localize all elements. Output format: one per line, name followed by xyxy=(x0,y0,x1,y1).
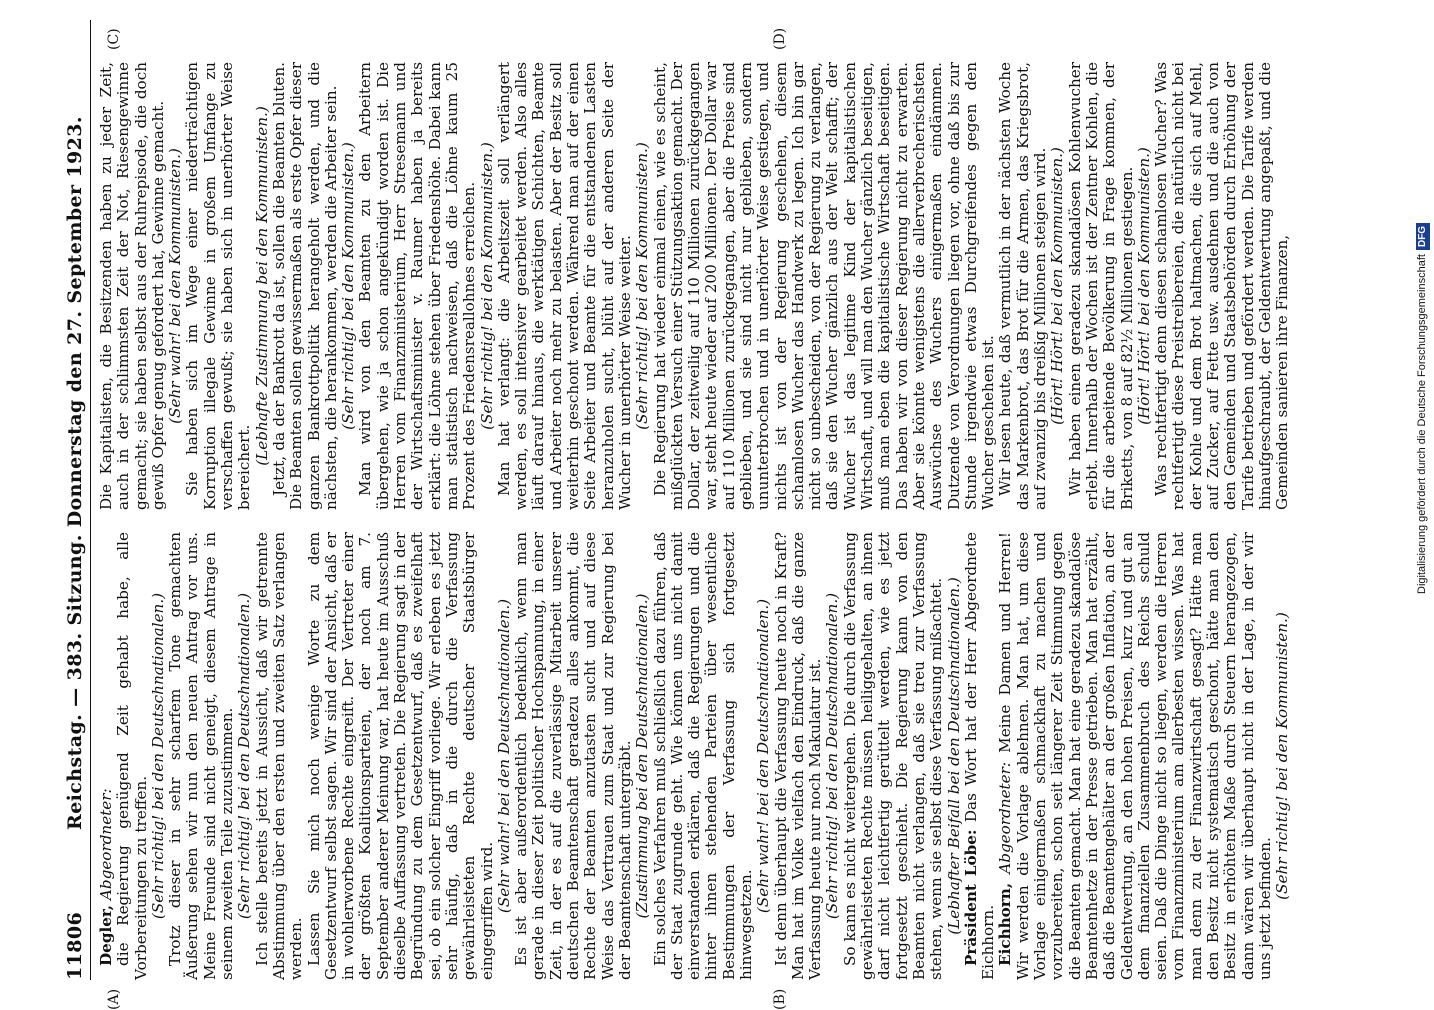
interjection: (Sehr richtig! bei den Kommunisten.) xyxy=(477,142,496,430)
header-rule xyxy=(90,20,91,980)
paragraph: Man hat verlangt: die Arbeitszeit soll verlängert werden, es soll intensiver gearbeitet werden. Also alles läuft darauf hinaus, die werktätigen Schichten, Beamte und Arbeiter noch mehr zu belasten. Aber der Besitz soll weiterhin geschont werden. Während man auf der einen Seite Arbeiter und Beamte für die entstandenen Lasten heranzuholen sucht, blüht auf der anderen Seite der Wucher in unerhörter Weise weiter. xyxy=(494,62,634,510)
paragraph: Man wird von den Beamten zu den Arbeitern übergehen, wie ja schon angekündigt worden ist. Die Herren vom Finanzministerium, Herr Stresemann und der Wirtschaftsminister v. Raumer haben ja bereits erklärt: die Löhne stehen über Friedenshöhe. Dabei kann man statistisch nachweisen, daß die Löhne kaum 25 Prozent des Friedensreallohnes erreichen. xyxy=(356,62,479,510)
paragraph: Ein solches Verfahren muß schließlich dazu führen, daß der Staat zugrunde geht. Wie können uns nicht damit einverstanden erklären, daß die Regierungen und die hinter ihnen stehenden Parteien über wesentliche Bestimmungen der Verfassung sich fortgesetzt hinwegsetzen. xyxy=(650,532,755,980)
interjection: (Sehr richtig! bei den Kommunisten.) xyxy=(633,142,652,430)
interjection: (Sehr wahr! bei den Deutschnationalen.) xyxy=(754,598,773,914)
paragraph: Trotz dieser in sehr scharfem Tone gemachten Äußerung sehen wir nun den neuen Antrag vor uns. Meine Freunde sind nicht geneigt, diesem Antrage in seinem zweiten Teile zuzustimmen. xyxy=(166,532,237,980)
paragraph: Es ist aber außerordentlich bedenklich, wenn man gerade in dieser Zeit politischer Hochspannung, in einer Zeit, in der es auf die zuverlässige Mitarbeit unserer deutschen Beamtenschaft geradezu alles ankommt, die Rechte der Beamten anzutasten sucht und auf diese Weise das Vertrauen zum Staat und zur Regierung bei der Beamtenschaft untergräbt. xyxy=(512,532,634,980)
interjection: (Lebhafter Beifall bei den Deutschnationalen.) xyxy=(944,577,963,935)
interjection: (Hört! Hört! bei den Kommunisten.) xyxy=(1134,147,1153,425)
paragraph: Jetzt, da der Bankrott da ist, sollen die Beamten bluten. Die Beamten sollen gewissermaßen als erste Opfer dieser ganzen Bankrottpolitik herangeholt werden, und die nächsten, die herankommen, werden die Arbeiter sein. xyxy=(269,62,340,510)
interjection: (Sehr richtig! bei den Deutschnationalen.) xyxy=(148,592,167,920)
interjection: (Zustimmung bei den Deutschnationalen.) xyxy=(633,593,652,919)
margin-mark-b: (B) xyxy=(772,988,788,1010)
digitization-text: Digitalisierung gefördert durch die Deutsche Forschungsgemeinschaft xyxy=(1416,254,1428,594)
rotated-page xyxy=(62,20,1422,1010)
speaker-name: Präsident Löbe: xyxy=(961,829,980,966)
paragraph: Ist denn überhaupt die Verfassung heute noch in Kraft? Man hat im Volke vielfach den Eindruck, daß die ganze Verfassung heute nur noch Makulatur ist. xyxy=(771,532,825,980)
paragraph: Lassen Sie mich noch wenige Worte zu dem Gesetzentwurf selbst sagen. Wir sind der Ansicht, daß er in wohlerworbene Rechte eingreift. Der Vertreter einer der größten Koalitionsparteien, der noch am 7. September anderer Meinung war, hat heute im Ausschuß dieselbe Auffassung vertreten. Die Regierung sagt in der Begründung zu dem Gesetzentwurf, daß es zweifelhaft sei, ob ein solcher Eingriff vorliege. Wir erleben es jetzt sehr häufig, daß in die durch die Verfassung gewährleisteten Rechte deutscher Staatsbürger eingegriffen wird. xyxy=(304,532,496,980)
interjection: (Sehr wahr! bei den Deutschnationalen.) xyxy=(494,598,513,914)
margin-mark-c: (C) xyxy=(106,28,122,50)
speaker-role: Abgeordneter: xyxy=(97,788,115,901)
paragraph: Die Regierung hat wieder einmal einen, wie es scheint, mißglückten Versuch einer Stützungsaktion gemacht. Der Dollar, der zeitweilig auf 110 Millionen zurückgegangen war, steht heute wieder auf 200 Millionen. Der Dollar war auf 110 Millionen zurückgegangen, aber die Preise sind geblieben, und sie sind nicht nur geblieben, sondern ununterbrochen und in unerhörter Weise gestiegen, und nichts ist von der Regierung geschehen, diesem schamlosen Wucher das Handwerk zu legen. Ich bin gar nicht so unbescheiden, von der Regierung zu verlangen, daß sie den Wucher gänzlich aus der Welt schafft; der Wucher ist das legitime Kind der kapitalistischen Wirtschaft, und will man den Wucher gänzlich beseitigen, muß man eben die kapitalistische Wirtschaft beseitigen. Das haben wir von dieser Regierung nicht zu erwarten. Aber sie könnte wenigstens die allerverbrecherischsten Auswüchse des Wuchers einigermaßen eindämmen. Dutzende von Verordnungen liegen vor, ohne daß bis zur Stunde irgendwie etwas Durchgreifendes gegen den Wucher geschehen ist. xyxy=(650,62,998,510)
paragraph: die Regierung genügend Zeit gehabt habe, alle Vorbereitungen zu treffen. xyxy=(114,532,150,980)
digitization-note xyxy=(1412,6,1432,594)
interjection: (Sehr richtig! bei den Deutschnationalen.) xyxy=(823,592,842,920)
paragraph: Sie haben sich im Wege einer niederträchtigen Korruption illegale Gewinne in großem Umfange zu verschaffen gewußt; sie haben sich in unerhörter Weise bereichert. xyxy=(183,62,254,510)
speaker-paragraph xyxy=(997,532,1274,980)
speaker-name: Degler, xyxy=(97,904,115,966)
interjection: (Lebhafte Zustimmung bei den Kommunisten.) xyxy=(252,106,271,466)
paragraph: So kann es nicht weitergehen. Die durch die Verfassung gewährleisteten Rechte müssen heiliggehalten, an ihnen darf nicht leichtfertig gerüttelt werden, wie es jetzt fortgesetzt geschieht. Die Regierung kann von den Beamten nicht verlangen, daß sie treu zur Verfassung stehen, wenn sie selbst diese Verfassung mißachtet. xyxy=(840,532,946,980)
margin-mark-d: (D) xyxy=(772,27,788,50)
interjection: (Hört! Hört! bei den Kommunisten.) xyxy=(1048,147,1067,425)
left-column xyxy=(98,532,1291,980)
speaker-paragraph xyxy=(98,532,115,980)
dfg-logo: DFG xyxy=(1416,223,1430,250)
margin-mark-a: (A) xyxy=(106,988,122,1010)
right-column xyxy=(98,62,1291,510)
speaker-role: Abgeordneter: xyxy=(996,761,1015,874)
speech-text: Meine Damen und Herren! Wir werden die Vorlage ablehnen. Man hat, um diese Vorlage einigermaßen schmackhaft zu machen und vorzubereiten, schon seit längerer Zeit Stimmung gegen die Beamten gemacht. Man hat eine geradezu skandalöse Beamtenhetze in der Presse getrieben. Man hat erzählt, daß die Beamtengehälter an der großen Inflation, an der Geldentwertung, an den hohen Preisen, kurz und gut an dem finanziellen Zusammenbruch des Reichs schuld seien. Daß die Dinge nicht so liegen, werden die Herren vom Finanzministerium am allerbesten wissen. Was hat man denn zu der Finanzwirtschaft gesagt? Hätte man den Besitz nicht systematisch geschont, hätte man den Besitz in erhöhtem Maße durch Steuern herangezogen, dann wären wir überhaupt nicht in der Lage, in der wir uns jetzt befinden. xyxy=(996,532,1274,980)
interjection: (Sehr richtig! bei den Deutschnationalen.) xyxy=(235,592,254,920)
interjection: (Sehr wahr! bei den Kommunisten.) xyxy=(166,148,185,424)
running-head xyxy=(62,20,92,980)
paragraph: Wir lesen heute, daß vermutlich in der nächsten Woche das Markenbrot, das Brot für die Armen, das Kriegsbrot, auf zwanzig bis dreißig Millionen steigen wird. xyxy=(996,62,1050,510)
interjection: (Sehr richtig! bei den Kommunisten.) xyxy=(339,142,358,430)
interjection: (Sehr richtig! bei den Kommunisten.) xyxy=(1273,612,1292,900)
paragraph: Was rechtfertigt denn diesen schamlosen Wucher? Was rechtfertigt diese Preistreibereien, die natürlich nicht bei der Kohle und dem Brot haltmachen, die sich auf Mehl, auf Zucker, auf Fette usw. ausdehnen und die auch von den Gemeinden und Staatsbehörden durch Erhöhung der Tarife betrieben und gefördert werden. Die Tarife werden hinaufgeschraubt, der Geldentwertung angepaßt, und die Gemeinden sanieren ihre Finanzen, xyxy=(1152,62,1292,510)
paragraph: Die Kapitalisten, die Besitzenden haben zu jeder Zeit, auch in der schlimmsten Zeit der Not, Riesengewinne gemacht; sie haben selbst aus der Ruhrepisode, die doch gewiß Opfer genug gefordert hat, Gewinne gemacht. xyxy=(97,62,167,510)
paragraph: Ich stelle bereits jetzt in Aussicht, daß wir getrennte Abstimmung über den ersten und zweiten Satz verlangen werden. xyxy=(252,532,306,980)
speech-text: Das Wort hat der Herr Abgeordnete Eichhorn. xyxy=(961,532,998,980)
paragraph: Wir haben einen geradezu skandalösen Kohlenwucher erlebt. Innerhalb der Wochen ist der Zentner Kohlen, die für die arbeitende Bevölkerung in Frage kommen, der Briketts, von 8 auf 82½ Millionen gestiegen. xyxy=(1065,62,1136,510)
page-number: 11806 xyxy=(64,911,86,980)
page-title: Reichstag. — 383. Sitzung. Donnerstag den 27. September 1923. xyxy=(64,116,86,830)
speaker-name: Eichhorn, xyxy=(996,882,1015,966)
speaker-paragraph xyxy=(963,532,998,980)
